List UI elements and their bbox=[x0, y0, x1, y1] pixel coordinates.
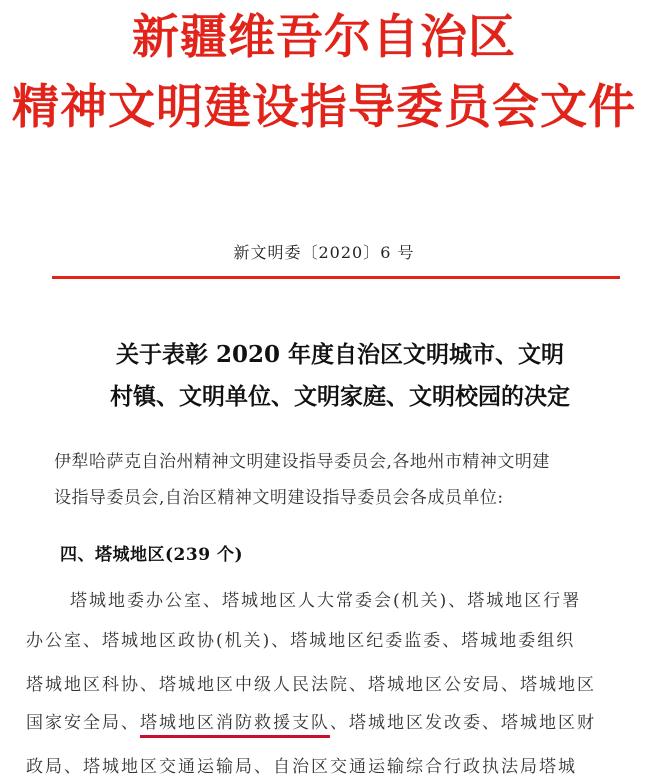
body-line-4-prefix: 国家安全局、 bbox=[26, 713, 140, 733]
body-line-3: 塔城地区科协、塔城地区中级人民法院、塔城地区公安局、塔城地区 bbox=[26, 675, 596, 695]
addressee-line-2: 设指导委员会,自治区精神文明建设指导委员会各成员单位: bbox=[54, 488, 504, 508]
red-divider bbox=[52, 276, 620, 279]
body-line-4-suffix: 、塔城地区发改委、塔城地区财 bbox=[330, 713, 596, 733]
decision-title-line-2: 村镇、文明单位、文明家庭、文明校园的决定 bbox=[110, 383, 570, 410]
section-heading: 四、塔城地区(239 个) bbox=[60, 545, 243, 565]
document-number: 新文明委〔2020〕6 号 bbox=[233, 243, 415, 262]
body-line-4 bbox=[26, 708, 636, 738]
body-line-1: 塔城地委办公室、塔城地区人大常委会(机关)、塔城地区行署 bbox=[70, 591, 582, 611]
decision-title-line-1: 关于表彰 2020 年度自治区文明城市、文明 bbox=[115, 341, 565, 368]
highlighted-unit-name: 塔城地区消防救援支队 bbox=[140, 713, 330, 733]
header-title-line-2: 精神文明建设指导委员会文件 bbox=[12, 80, 636, 135]
header-title-line-1: 新疆维吾尔自治区 bbox=[132, 10, 516, 65]
addressee-line-1: 伊犁哈萨克自治州精神文明建设指导委员会,各地州市精神文明建 bbox=[54, 452, 550, 472]
body-line-2: 办公室、塔城地区政协(机关)、塔城地区纪委监委、塔城地委组织 bbox=[26, 631, 576, 651]
body-line-5: 政局、塔城地区交通运输局、自治区交通运输综合行政执法局塔城 bbox=[26, 757, 577, 777]
